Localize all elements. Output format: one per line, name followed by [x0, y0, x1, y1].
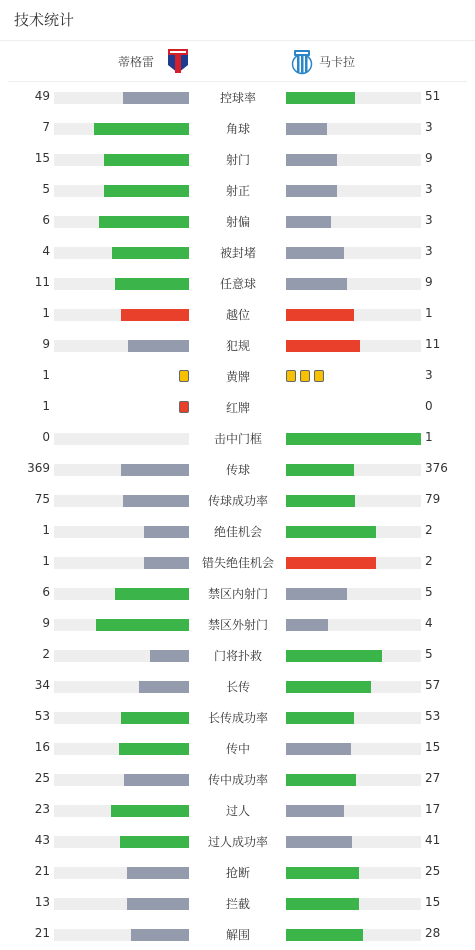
stat-row — [0, 516, 475, 547]
away-stat-bar-fill — [286, 867, 359, 879]
home-stat-bar-fill — [119, 743, 189, 755]
stat-row — [0, 454, 475, 485]
home-stat-bar — [54, 278, 189, 290]
away-stat-value: 1 — [425, 306, 433, 320]
panel-title: 技术统计 — [0, 0, 475, 41]
away-stat-bar-fill — [286, 216, 331, 228]
stat-label: 传中成功率 — [207, 773, 268, 787]
away-stat-bar — [286, 216, 421, 228]
home-stat-bar-fill — [104, 185, 189, 197]
stat-row — [0, 485, 475, 516]
stat-row — [0, 671, 475, 702]
home-stat-bar-fill — [128, 340, 189, 352]
away-stat-bar — [286, 743, 421, 755]
home-stat-value: 21 — [34, 864, 50, 878]
stats-list — [0, 82, 475, 950]
home-stat-bar-fill — [120, 836, 189, 848]
away-stat-value: 28 — [425, 926, 441, 940]
stat-label: 过人 — [225, 804, 250, 818]
away-stat-bar-fill — [286, 774, 356, 786]
home-stat-value: 6 — [42, 585, 50, 599]
home-stat-bar — [54, 92, 189, 104]
stat-label: 红牌 — [225, 401, 250, 415]
away-stat-value: 3 — [425, 368, 433, 382]
home-stat-bar — [54, 805, 189, 817]
home-cards — [179, 401, 189, 413]
away-stat-bar — [286, 557, 421, 569]
home-stat-bar-fill — [121, 712, 189, 724]
home-stat-value: 34 — [34, 678, 50, 692]
away-stat-bar — [286, 929, 421, 941]
home-stat-value: 13 — [34, 895, 50, 909]
yellow-card-icon — [314, 370, 324, 382]
stat-label: 射偏 — [225, 215, 250, 229]
away-stat-value: 15 — [425, 740, 441, 754]
home-stat-bar-fill — [115, 278, 189, 290]
red-card-icon — [179, 401, 189, 413]
stat-label: 射门 — [225, 153, 250, 167]
home-stat-value: 0 — [42, 430, 50, 444]
away-stat-value: 25 — [425, 864, 441, 878]
away-stat-value: 11 — [425, 337, 441, 351]
home-stat-bar — [54, 650, 189, 662]
home-stat-value: 9 — [42, 337, 50, 351]
home-stat-bar — [54, 867, 189, 879]
home-stat-bar — [54, 464, 189, 476]
home-stat-bar — [54, 216, 189, 228]
stat-row — [0, 733, 475, 764]
home-stat-bar-fill — [104, 154, 189, 166]
stat-row — [0, 206, 475, 237]
away-stat-bar-fill — [286, 712, 354, 724]
away-stat-bar-fill — [286, 309, 354, 321]
away-stat-value: 41 — [425, 833, 441, 847]
stat-row — [0, 392, 475, 423]
home-stat-bar-fill — [94, 123, 189, 135]
stat-label: 传球 — [225, 463, 250, 477]
home-stat-bar — [54, 743, 189, 755]
home-stat-bar-fill — [112, 247, 189, 259]
stat-label: 犯规 — [225, 339, 250, 353]
home-stat-bar-fill — [139, 681, 189, 693]
away-stat-value: 3 — [425, 244, 433, 258]
away-stat-bar-fill — [286, 433, 421, 445]
home-stat-value: 43 — [34, 833, 50, 847]
away-stat-value: 2 — [425, 554, 433, 568]
away-stat-bar-fill — [286, 929, 363, 941]
home-stat-bar — [54, 340, 189, 352]
stat-label: 黄牌 — [225, 370, 250, 384]
away-stat-bar-fill — [286, 92, 355, 104]
home-stat-bar-fill — [150, 650, 189, 662]
home-stat-value: 23 — [34, 802, 50, 816]
stat-label: 长传 — [225, 680, 250, 694]
away-stat-bar-fill — [286, 898, 359, 910]
stat-row — [0, 361, 475, 392]
away-stat-value: 17 — [425, 802, 441, 816]
yellow-card-icon — [286, 370, 296, 382]
home-stat-value: 53 — [34, 709, 50, 723]
home-stat-bar-fill — [123, 495, 189, 507]
stat-label: 解围 — [225, 928, 250, 942]
home-stat-bar-fill — [144, 557, 189, 569]
home-stat-bar-fill — [127, 898, 189, 910]
home-stat-bar — [54, 433, 189, 445]
away-stat-bar-fill — [286, 619, 328, 631]
home-stat-value: 4 — [42, 244, 50, 258]
away-stat-value: 51 — [425, 89, 441, 103]
home-stat-value: 7 — [42, 120, 50, 134]
home-stat-bar-fill — [121, 309, 189, 321]
home-stat-value: 1 — [42, 368, 50, 382]
stat-row — [0, 578, 475, 609]
away-stat-bar-fill — [286, 154, 337, 166]
stat-label: 射正 — [225, 184, 250, 198]
home-stat-bar — [54, 123, 189, 135]
home-stat-value: 15 — [34, 151, 50, 165]
yellow-card-icon — [300, 370, 310, 382]
away-stat-value: 5 — [425, 647, 433, 661]
away-stat-value: 15 — [425, 895, 441, 909]
away-stat-bar-fill — [286, 743, 351, 755]
away-stat-bar — [286, 712, 421, 724]
stat-row — [0, 237, 475, 268]
home-stat-value: 1 — [42, 306, 50, 320]
away-stat-bar-fill — [286, 340, 360, 352]
home-stat-value: 11 — [34, 275, 50, 289]
stat-label: 门将扑救 — [213, 649, 262, 663]
stat-label: 任意球 — [219, 277, 256, 291]
away-team-name[interactable]: 马卡拉 — [319, 55, 356, 69]
away-stat-bar — [286, 433, 421, 445]
stat-row — [0, 299, 475, 330]
stat-row — [0, 330, 475, 361]
stat-label: 禁区外射门 — [207, 618, 268, 632]
away-stat-value: 27 — [425, 771, 441, 785]
home-stat-bar — [54, 185, 189, 197]
away-stat-bar — [286, 774, 421, 786]
away-stat-bar — [286, 247, 421, 259]
home-stat-bar-fill — [123, 92, 189, 104]
home-stat-bar-fill — [111, 805, 189, 817]
home-team-name[interactable]: 蒂格雷 — [117, 55, 154, 69]
away-stat-value: 376 — [425, 461, 448, 475]
away-stat-bar-fill — [286, 557, 376, 569]
stat-label: 过人成功率 — [207, 835, 268, 849]
home-stat-bar — [54, 154, 189, 166]
stat-row — [0, 795, 475, 826]
stat-label: 绝佳机会 — [213, 525, 262, 539]
away-cards — [286, 370, 324, 382]
home-stat-value: 2 — [42, 647, 50, 661]
home-stat-bar — [54, 619, 189, 631]
away-stat-bar — [286, 340, 421, 352]
home-stat-bar — [54, 681, 189, 693]
home-stat-value: 75 — [34, 492, 50, 506]
home-stat-bar — [54, 898, 189, 910]
stat-row — [0, 702, 475, 733]
home-stat-bar — [54, 526, 189, 538]
home-stat-bar-fill — [99, 216, 189, 228]
stat-label: 角球 — [225, 122, 250, 136]
home-stat-bar-fill — [115, 588, 189, 600]
away-stat-value: 9 — [425, 151, 433, 165]
stat-label: 错失绝佳机会 — [201, 556, 274, 570]
stat-label: 禁区内射门 — [207, 587, 268, 601]
home-cards — [179, 370, 189, 382]
away-stat-bar-fill — [286, 836, 352, 848]
stat-row — [0, 144, 475, 175]
stat-label: 被封堵 — [219, 246, 256, 260]
stat-label: 拦截 — [225, 897, 250, 911]
home-stat-value: 21 — [34, 926, 50, 940]
stat-row — [0, 82, 475, 113]
away-stat-bar — [286, 154, 421, 166]
away-stat-bar-fill — [286, 495, 355, 507]
home-stat-bar — [54, 557, 189, 569]
home-stat-bar-fill — [124, 774, 189, 786]
away-stat-bar — [286, 898, 421, 910]
home-stat-value: 16 — [34, 740, 50, 754]
home-stat-value: 5 — [42, 182, 50, 196]
away-stat-bar-fill — [286, 681, 371, 693]
home-stat-bar-fill — [121, 464, 189, 476]
away-stat-bar — [286, 309, 421, 321]
home-stat-bar — [54, 929, 189, 941]
away-stat-bar-fill — [286, 123, 327, 135]
away-stat-bar-fill — [286, 278, 347, 290]
stat-row — [0, 919, 475, 950]
stat-row — [0, 113, 475, 144]
home-stat-bar — [54, 774, 189, 786]
home-stat-value: 25 — [34, 771, 50, 785]
away-stat-bar — [286, 464, 421, 476]
stat-row — [0, 640, 475, 671]
away-stat-bar — [286, 588, 421, 600]
home-stat-value: 1 — [42, 399, 50, 413]
away-stat-bar — [286, 836, 421, 848]
away-stat-bar-fill — [286, 185, 337, 197]
yellow-card-icon — [179, 370, 189, 382]
stat-row — [0, 826, 475, 857]
home-stat-value: 9 — [42, 616, 50, 630]
stat-label: 传中 — [225, 742, 250, 756]
home-stat-bar-fill — [144, 526, 189, 538]
stat-row — [0, 175, 475, 206]
team-header — [8, 41, 467, 82]
stat-label: 长传成功率 — [207, 711, 268, 725]
away-team-logo-icon[interactable] — [291, 49, 313, 79]
away-stat-bar-fill — [286, 247, 344, 259]
stat-label: 越位 — [225, 308, 250, 322]
home-stat-bar — [54, 836, 189, 848]
stat-row — [0, 857, 475, 888]
home-stat-bar-fill — [131, 929, 189, 941]
stat-row — [0, 423, 475, 454]
stat-row — [0, 609, 475, 640]
home-stat-value: 369 — [27, 461, 50, 475]
home-stat-value: 1 — [42, 523, 50, 537]
away-stat-bar — [286, 526, 421, 538]
away-stat-value: 3 — [425, 182, 433, 196]
away-stat-bar-fill — [286, 464, 354, 476]
away-stat-value: 5 — [425, 585, 433, 599]
home-stat-bar-fill — [96, 619, 189, 631]
home-team-logo-icon[interactable] — [167, 48, 189, 78]
away-stat-bar — [286, 495, 421, 507]
away-stat-value: 2 — [425, 523, 433, 537]
away-stat-bar — [286, 123, 421, 135]
away-stat-value: 0 — [425, 399, 433, 413]
stat-row — [0, 547, 475, 578]
away-stat-value: 9 — [425, 275, 433, 289]
home-stat-value: 49 — [34, 89, 50, 103]
away-stat-value: 79 — [425, 492, 441, 506]
away-stat-value: 57 — [425, 678, 441, 692]
away-stat-bar-fill — [286, 650, 382, 662]
home-stat-bar-fill — [127, 867, 189, 879]
away-stat-value: 1 — [425, 430, 433, 444]
home-stat-bar — [54, 588, 189, 600]
away-stat-value: 53 — [425, 709, 441, 723]
stat-label: 控球率 — [219, 91, 256, 105]
home-stat-value: 1 — [42, 554, 50, 568]
away-stat-bar — [286, 681, 421, 693]
home-stat-bar — [54, 712, 189, 724]
home-stat-bar — [54, 247, 189, 259]
away-stat-value: 3 — [425, 120, 433, 134]
home-stat-value: 6 — [42, 213, 50, 227]
away-stat-bar — [286, 805, 421, 817]
away-stat-value: 3 — [425, 213, 433, 227]
away-stat-bar-fill — [286, 588, 347, 600]
stat-row — [0, 888, 475, 919]
away-stat-bar — [286, 278, 421, 290]
away-stat-bar — [286, 92, 421, 104]
away-stat-bar — [286, 185, 421, 197]
away-stat-bar-fill — [286, 805, 344, 817]
stat-label: 击中门框 — [213, 432, 262, 446]
away-stat-bar-fill — [286, 526, 376, 538]
stat-row — [0, 268, 475, 299]
stat-row — [0, 764, 475, 795]
away-stat-bar — [286, 619, 421, 631]
stat-label: 抢断 — [225, 866, 250, 880]
away-stat-bar — [286, 650, 421, 662]
stat-label: 传球成功率 — [207, 494, 268, 508]
away-stat-value: 4 — [425, 616, 433, 630]
home-stat-bar — [54, 309, 189, 321]
home-stat-bar — [54, 495, 189, 507]
away-stat-bar — [286, 867, 421, 879]
